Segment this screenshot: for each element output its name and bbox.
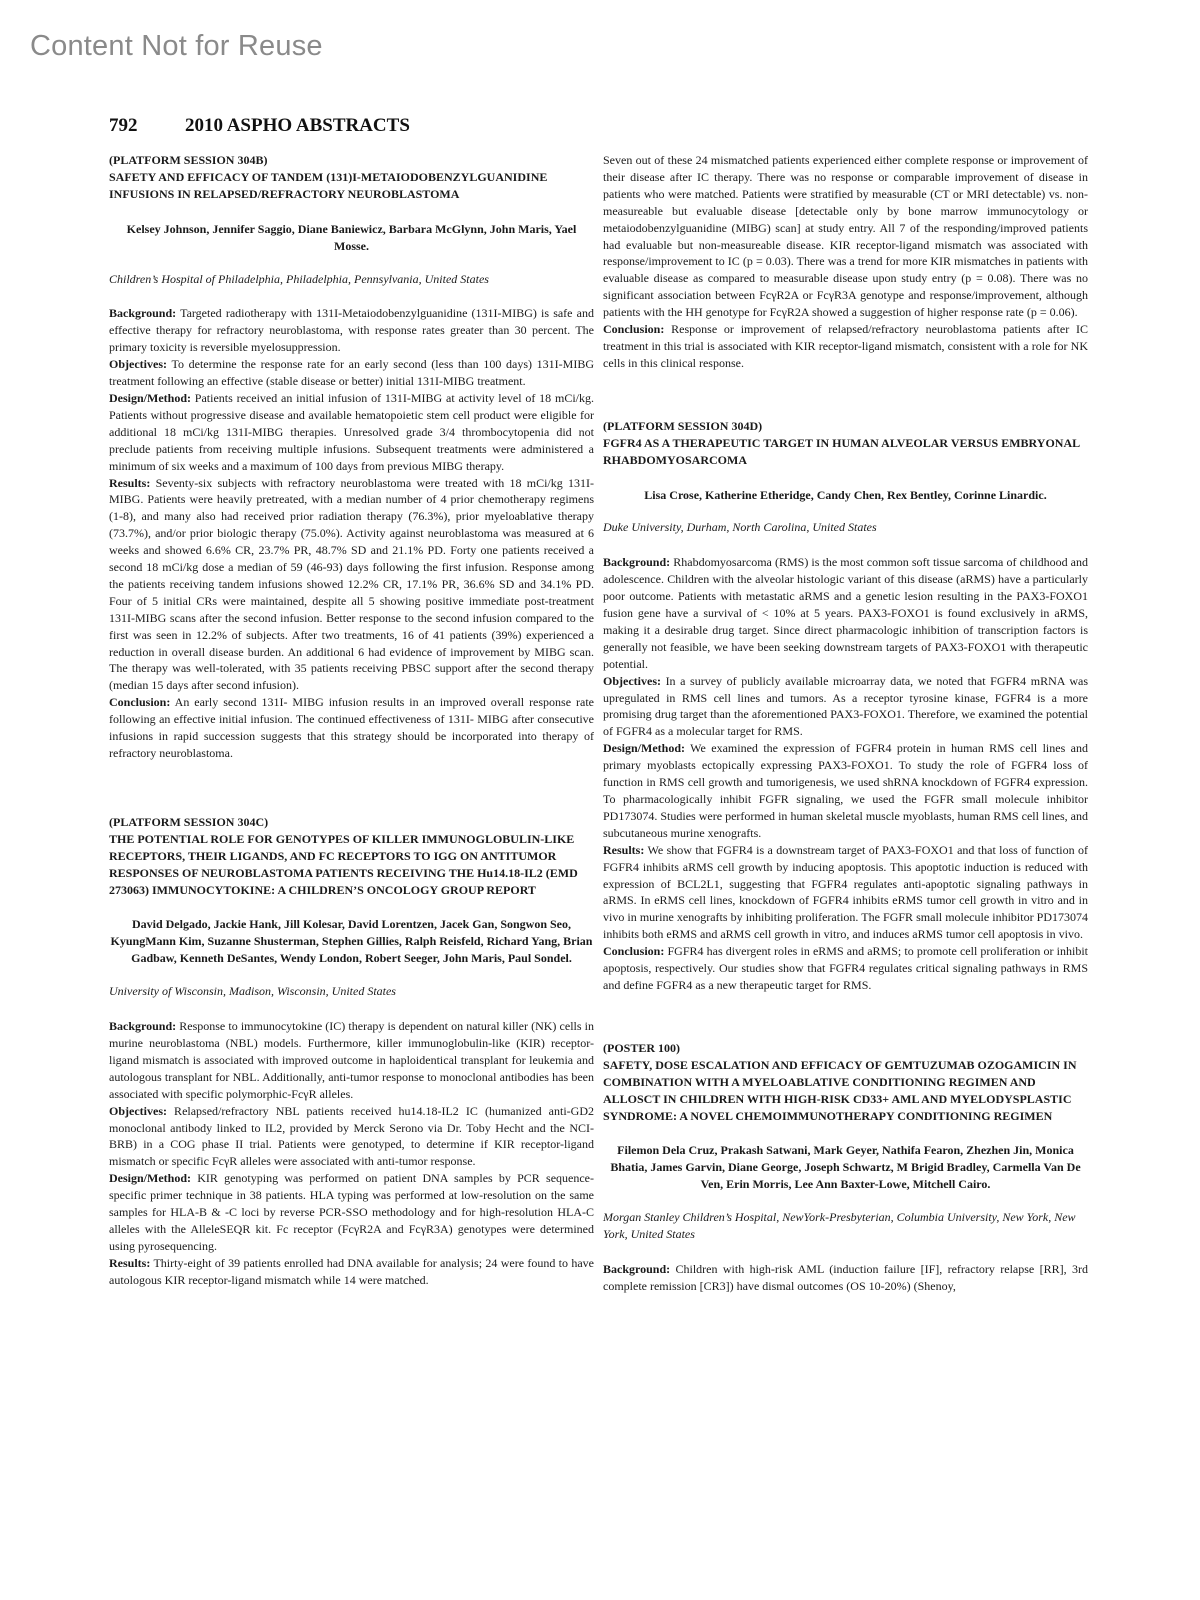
section-text: An early second 131I- MIBG infusion results in an improved overall response rate following an effective initial infusion. The continued effectiveness of 131I- MIBG after consecutive infusions in rapid succession suggests that this strategy should be incorporated into therapy of refractory neuroblastoma. (109, 695, 594, 760)
section-label: Background: (109, 306, 177, 321)
running-head (109, 115, 410, 137)
session-label: (PLATFORM SESSION 304D) (603, 418, 763, 433)
abstract-header (603, 418, 1088, 469)
journal-title: 2010 ASPHO ABSTRACTS (185, 115, 410, 136)
abstract-title: SAFETY AND EFFICACY OF TANDEM (131)I-METAIODOBENZYLGUANIDINE INFUSIONS IN RELAPSED/REFRACTORY NEUROBLASTOMA (109, 169, 548, 201)
results-paragraph (109, 1255, 594, 1289)
section-text: Seventy-six subjects with refractory neuroblastoma were treated with 18 mCi/kg 131I-MIBG. Patients were heavily pretreated, with a median number of 4 prior chemotherapy regimens (1-8), and many also had received prior radiation therapy (76.3%), prior myeloablative therapy (73.7%), and/or prior biologic therapy (75.0%). Activity against neuroblastoma was measured at 6 weeks and showed 6.6% CR, 23.7% PR, 48.7% SD and 21.1% PD. Forty one patients received a second 18 mCi/kg dose a median of 59 (46-93) days following the first infusion. Response among the patients receiving tandem infusions showed 12.2% CR, 17.1% PR, 36.6% SD and 34.1% PD. Four of 5 initial CRs were maintained, despite all 5 showing positive immediate post-treatment 131I-MIBG scans after the second infusion. Better response to the second infusion compared to the first was seen in 12.2% of subjects. After two treatments, 16 of 41 patients (39%) experienced a reduction in overall disease burden. An additional 6 had evidence of improvement by MIBG scan. The therapy was well-tolerated, with 35 patients receiving PBSC support after the second therapy (median 15 days after second infusion). (109, 475, 594, 693)
abstract-title: THE POTENTIAL ROLE FOR GENOTYPES OF KILLER IMMUNOGLOBULIN-LIKE RECEPTORS, THEIR LIGANDS, AND FC RECEPTORS TO IGG ON ANTITUMOR RESPONSES OF NEUROBLASTOMA PATIENTS RECEIVING THE Hu14.18-IL2 (EMD 273063) IMMUNOCYTOKINE: A CHILDREN’S ONCOLOGY GROUP REPORT (109, 831, 578, 897)
authors: Kelsey Johnson, Jennifer Saggio, Diane Baniewicz, Barbara McGlynn, John Maris, Yael Mosse. (126, 221, 577, 253)
section-label: Conclusion: (603, 944, 665, 959)
section-label: Background: (603, 1261, 671, 1276)
authors: Lisa Crose, Katherine Etheridge, Candy Chen, Rex Bentley, Corinne Linardic. (644, 487, 1047, 502)
results-continuation-paragraph: Seven out of these 24 mismatched patients experienced either complete response or improvement of their disease after IC therapy. There was no response or comparable improvement of disease in patients who were matched. Patients were stratified by measurable (CT or MRI detectable) vs. non-measureable but evaluable disease [detectable only by bone marrow immunocytology or metaiodobenzylguanidine (MIBG) scan] at study entry. All 7 of the responding/improved patients had evaluable but non-measureable disease. KIR receptor-ligand mismatch was associated with response/improvement to IC (p = 0.03). There was a trend for more KIR mismatches in patients with evaluable disease as compared to measurable disease upon study entry (p = 0.08). There was no significant association between FcγR2A or FcγR3A genotype and response/improvement, although patients with the HH genotype for FcγR2A showed a suggestion of higher response rate (p = 0.06). (603, 153, 1088, 320)
section-text: Response to immunocytokine (IC) therapy is dependent on natural killer (NK) cells in murine neuroblastoma (NBL) models. Furthermore, killer immunoglobulin-like (KIR) receptor-ligand mismatch is associated with improved outcome in haploidentical transplant for leukemia and autologous transplant for NBL. Additionally, anti-tumor response to monoclonal antibodies has been associated with specific polymorphic-FcγR alleles. (109, 1019, 594, 1101)
conclusion-paragraph (109, 694, 594, 762)
objectives-paragraph (603, 673, 1088, 741)
section-label: Objectives: (109, 357, 167, 372)
affiliation: Morgan Stanley Children’s Hospital, NewYork-Presbyterian, Columbia University, New York, New York, United States (603, 1210, 1076, 1242)
objectives-paragraph (109, 356, 594, 390)
section-text: Rhabdomyosarcoma (RMS) is the most common soft tissue sarcoma of childhood and adolescence. Children with the alveolar histologic variant of this disease (aRMS) have a particularly poor outcome. Patients with metastatic aRMS and a genetic lesion resulting in the PAX3-FOXO1 fusion gene have a survival of < 10% at 5 years. PAX3-FOXO1 is found exclusively in aRMS, making it a desirable drug target. Since direct pharmacologic inhibition of transcription factors is generally not feasible, we have been seeking downstream targets of PAX3-FOXO1 with therapeutic potential. (603, 555, 1088, 671)
right-column (603, 152, 1088, 1295)
watermark: Content Not for Reuse (30, 30, 323, 62)
section-text: Relapsed/refractory NBL patients received hu14.18-IL2 IC (humanized anti-GD2 monoclonal antibody linked to IL2, provided by Merck Serono via Dr. Toby Hecht and the NCI-BRB) in a COG phase II trial. Patients were genotyped, to determine if KIR receptor-ligand mismatch or specific FcγR alleles were associated with anti-tumor response. (109, 1103, 594, 1169)
abstract-304c (109, 814, 594, 1289)
design-method-paragraph (109, 1170, 594, 1255)
section-text: To determine the response rate for an early second (less than 100 days) 131I-MIBG treatment following an effective (stable disease or better) initial 131I-MIBG treatment. (109, 357, 594, 389)
authors: David Delgado, Jackie Hank, Jill Kolesar, David Lorentzen, Jacek Gan, Songwon Seo, KyungMann Kim, Suzanne Shusterman, Stephen Gillies, Ralph Reisfeld, Richard Yang, Brian Gadbaw, Kenneth DeSantes, Wendy London, Robert Seeger, John Maris, Paul Sondel. (110, 917, 593, 966)
abstract-304d (603, 418, 1088, 994)
section-text: Patients received an initial infusion of 131I-MIBG at activity level of 18 mCi/kg. Patients without progressive disease and available hematopoietic stem cell product were eligible for additional 18 mCi/kg 131I-MIBG therapies. Unresolved grade 3/4 thrombocytopenia did not preclude patients from receiving multiple infusions. Subsequent treatments were administered a minimum of six weeks and a maximum of 100 days from previous MIBG therapy. (109, 390, 594, 473)
section-label: Results: (109, 1255, 151, 1270)
section-label: Background: (603, 555, 671, 570)
results-paragraph (603, 842, 1088, 943)
session-label: (PLATFORM SESSION 304B) (109, 153, 268, 167)
section-text: Targeted radiotherapy with 131I-Metaiodobenzylguanidine (131I-MIBG) is safe and effective therapy for refractory neuroblastoma, with response rates greater than 30 percent. The primary toxicity is reversible myelosuppression. (109, 306, 594, 355)
section-label: Results: (109, 475, 151, 490)
session-label: (PLATFORM SESSION 304C) (109, 814, 269, 829)
section-label: Conclusion: (109, 695, 171, 710)
abstract-header (109, 152, 594, 203)
design-method-paragraph (109, 390, 594, 475)
section-label: Design/Method: (603, 741, 685, 756)
affiliation: University of Wisconsin, Madison, Wisconsin, United States (109, 984, 396, 999)
abstract-304c-continuation (603, 152, 1088, 372)
section-label: Objectives: (109, 1103, 167, 1118)
section-text: KIR genotyping was performed on patient DNA samples by PCR sequence-specific primer technique in 38 patients. HLA typing was performed at low-resolution on the same samples for HLA-B & -C loci by reverse PCR-SSO methodology and for high-resolution HLA-C alleles with the AlleleSEQR kit. Fc receptor (FcγR2A and FcγR3A) genotypes were determined using pyrosequencing. (109, 1171, 594, 1253)
section-text: In a survey of publicly available microarray data, we noted that FGFR4 mRNA was upregulated in RMS cell lines and tumors. As a receptor tyrosine kinase, FGFR4 is a more promising drug target than the aforementioned PAX3-FOXO1. Therefore, we examined the potential of FGFR4 as a molecular target for RMS. (603, 673, 1088, 739)
page-number: 792 (109, 115, 138, 136)
abstract-header (603, 1040, 1088, 1125)
section-label: Design/Method: (109, 1171, 191, 1186)
background-paragraph (603, 554, 1088, 672)
objectives-paragraph (109, 1103, 594, 1171)
background-paragraph (109, 1018, 594, 1103)
section-text: Response or improvement of relapsed/refractory neuroblastoma patients after IC treatment in this trial is associated with KIR receptor-ligand mismatch, consistent with a role for NK cells in this clinical response. (603, 322, 1088, 370)
section-text: We examined the expression of FGFR4 protein in human RMS cell lines and primary myoblasts ectopically expressing PAX3-FOXO1. To study the role of FGFR4 loss of function in RMS cell growth and tumorigenesis, we used shRNA knockdown of FGFR4 expression. To pharmacologically inhibit FGFR signaling, we used the FGFR small molecule inhibitor PD173074. Studies were performed in human skeletal muscle myoblasts, human RMS cell lines, and subcutaneous murine xenografts. (603, 741, 1088, 840)
design-method-paragraph (603, 740, 1088, 841)
conclusion-paragraph (603, 321, 1088, 372)
affiliation: Children’s Hospital of Philadelphia, Philadelphia, Pennsylvania, United States (109, 271, 489, 286)
affiliation: Duke University, Durham, North Carolina, United States (603, 520, 877, 535)
section-text: Children with high-risk AML (induction failure [IF], refractory relapse [RR], 3rd complete remission [CR3]) have dismal outcomes (OS 10-20%) (Shenoy, (603, 1261, 1088, 1293)
section-text: We show that FGFR4 is a downstream target of PAX3-FOXO1 and that loss of function of FGFR4 inhibits aRMS cell growth by inducing apoptosis. This apoptotic induction is reduced with expression of BCL2L1, suggesting that FGFR4 regulates anti-apoptotic signaling pathways in aRMS. In eRMS cell lines, knockdown of FGFR4 inhibits eRMS tumor cell growth in vitro and in vivo in murine xenografts by inhibiting proliferation. The FGFR small molecule inhibitor PD173074 inhibits both eRMS and aRMS cell growth in vitro, and induces aRMS tumor cell apoptosis in vivo. (603, 842, 1088, 942)
session-label: (POSTER 100) (603, 1040, 681, 1055)
authors: Filemon Dela Cruz, Prakash Satwani, Mark Geyer, Nathifa Fearon, Zhezhen Jin, Monica Bhatia, James Garvin, Diane George, Joseph Schwartz, M Brigid Bradley, Carmella Van De Ven, Erin Morris, Lee Ann Baxter-Lowe, Mitchell Cairo. (610, 1143, 1081, 1192)
abstract-304b (109, 152, 594, 762)
conclusion-paragraph (603, 943, 1088, 994)
results-paragraph (109, 475, 594, 695)
abstract-title: FGFR4 AS A THERAPEUTIC TARGET IN HUMAN ALVEOLAR VERSUS EMBRYONAL RHABDOMYOSARCOMA (603, 435, 1080, 467)
section-label: Conclusion: (603, 322, 665, 337)
section-label: Objectives: (603, 673, 661, 688)
section-label: Results: (603, 842, 645, 857)
abstract-poster-100 (603, 1040, 1088, 1295)
section-text: Thirty-eight of 39 patients enrolled had DNA available for analysis; 24 were found to have autologous KIR receptor-ligand mismatch while 14 were matched. (109, 1255, 594, 1287)
section-label: Background: (109, 1019, 177, 1034)
left-column (109, 152, 594, 1289)
section-text: FGFR4 has divergent roles in eRMS and aRMS; to promote cell proliferation or inhibit apoptosis, respectively. Our studies show that FGFR4 regulates critical signaling pathways in RMS and define FGFR4 as a new therapeutic target for RMS. (603, 944, 1088, 992)
abstract-header (109, 814, 594, 899)
abstract-title: SAFETY, DOSE ESCALATION AND EFFICACY OF GEMTUZUMAB OZOGAMICIN IN COMBINATION WITH A MYELOABLATIVE CONDITIONING REGIMEN AND ALLOSCT IN CHILDREN WITH HIGH-RISK CD33+ AML AND MYELODYSPLASTIC SYNDROME: A NOVEL CHEMOIMMUNOTHERAPY CONDITIONING REGIMEN (603, 1057, 1077, 1123)
background-paragraph (109, 305, 594, 356)
section-label: Design/Method: (109, 390, 191, 405)
background-paragraph (603, 1261, 1088, 1295)
